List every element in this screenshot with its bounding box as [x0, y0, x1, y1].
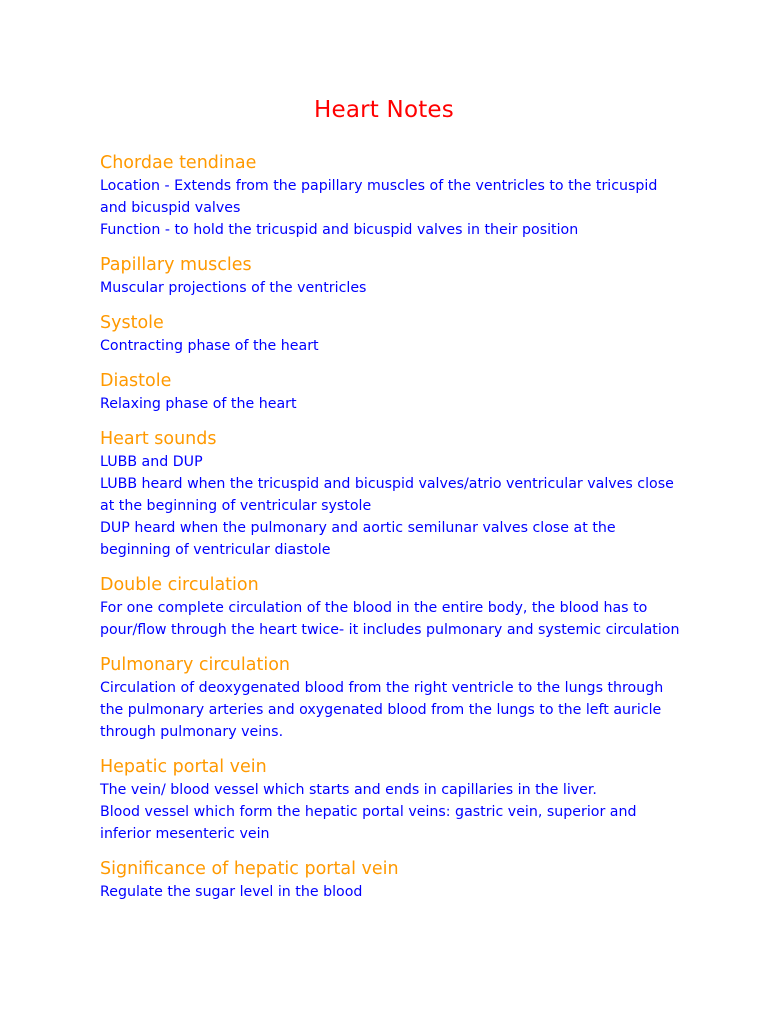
section-heading: Significance of hepatic portal vein	[100, 859, 399, 879]
section-heading: Hepatic portal vein	[100, 757, 267, 777]
section-heading: Systole	[100, 313, 164, 333]
section-hepatic-portal-vein	[100, 755, 680, 845]
section-text: LUBB heard when the tricuspid and bicuspid valves/atrio ventricular valves close at the beginning of ventricular systole	[100, 476, 674, 514]
section-text: Regulate the sugar level in the blood	[100, 884, 363, 900]
section-heading: Papillary muscles	[100, 255, 252, 275]
section-text: Relaxing phase of the heart	[100, 396, 297, 412]
section-text: For one complete circulation of the blood in the entire body, the blood has to pour/flow through the heart twice- it includes pulmonary and systemic circulation	[100, 600, 680, 638]
section-text: Muscular projections of the ventricles	[100, 280, 367, 296]
section-heading: Heart sounds	[100, 429, 217, 449]
section-heading: Chordae tendinae	[100, 153, 257, 173]
section-text: Function - to hold the tricuspid and bicuspid valves in their position	[100, 222, 579, 238]
notes-content	[100, 151, 680, 915]
section-significance-hepatic-portal-vein	[100, 857, 680, 903]
section-systole	[100, 311, 680, 357]
section-text: DUP heard when the pulmonary and aortic semilunar valves close at the beginning of ventricular diastole	[100, 520, 616, 558]
section-heading: Double circulation	[100, 575, 259, 595]
section-heart-sounds	[100, 427, 680, 561]
section-heading: Diastole	[100, 371, 172, 391]
section-double-circulation	[100, 573, 680, 641]
section-text: Contracting phase of the heart	[100, 338, 319, 354]
section-text: Blood vessel which form the hepatic portal veins: gastric vein, superior and inferior mesenteric vein	[100, 804, 637, 842]
section-chordae-tendinae	[100, 151, 680, 241]
page-title: Heart Notes	[314, 97, 454, 123]
section-heading: Pulmonary circulation	[100, 655, 290, 675]
section-text: The vein/ blood vessel which starts and ends in capillaries in the liver.	[100, 782, 597, 798]
section-papillary-muscles	[100, 253, 680, 299]
section-text: Circulation of deoxygenated blood from the right ventricle to the lungs through the pulmonary arteries and oxygenated blood from the lungs to the left auricle through pulmonary veins.	[100, 680, 664, 740]
section-pulmonary-circulation	[100, 653, 680, 743]
section-diastole	[100, 369, 680, 415]
section-text: LUBB and DUP	[100, 454, 203, 470]
section-text: Location - Extends from the papillary muscles of the ventricles to the tricuspid and bicuspid valves	[100, 178, 658, 216]
